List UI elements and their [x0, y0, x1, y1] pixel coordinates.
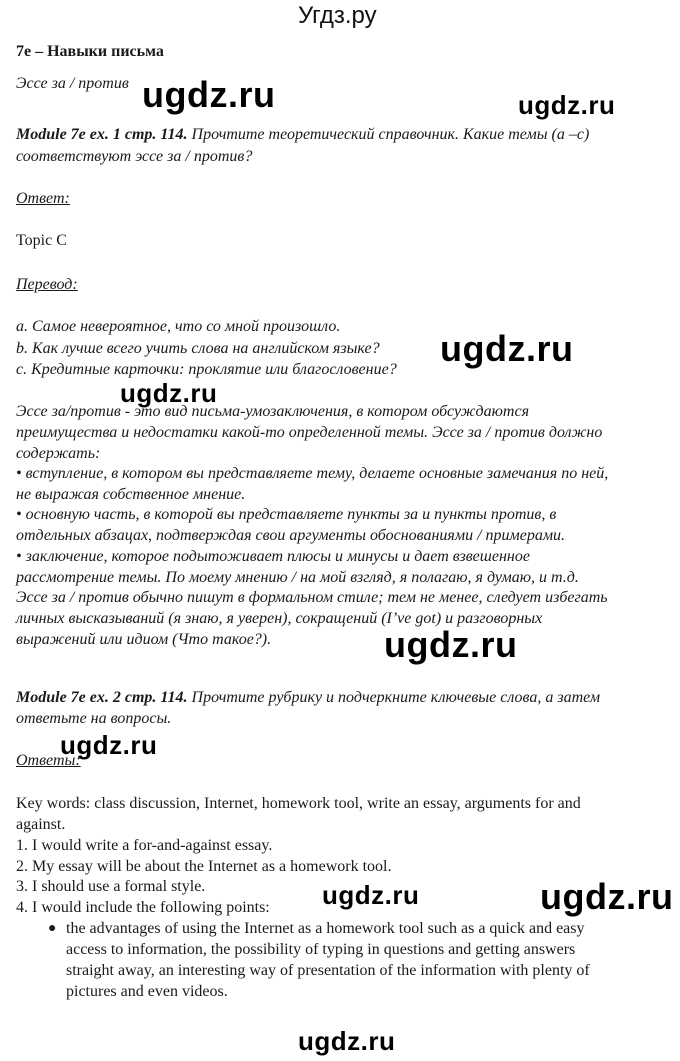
translation-line: Эссе за/против - это вид письма-умозаключения, в котором обсуждаются: [16, 403, 529, 420]
translation-line: • вступление, в котором вы представляете тему, делаете основные замечания по ней,: [16, 465, 609, 482]
subtitle: Эссе за / против: [16, 75, 129, 92]
watermark: ugdz.ru: [120, 378, 218, 408]
translation-line: • основную часть, в которой вы представляете пункты за и пункты против, в: [16, 506, 557, 523]
watermark: ugdz.ru: [440, 328, 574, 369]
watermark: ugdz.ru: [540, 876, 674, 917]
watermark: ugdz.ru: [60, 730, 158, 760]
answers-line: against.: [16, 816, 66, 833]
translation-line: a. Самое невероятное, что со мной произошло.: [16, 318, 341, 335]
answers-line: 4. I would include the following points:: [16, 899, 270, 916]
exercise-2-task: [16, 689, 600, 707]
bullet-line: the advantages of using the Internet as a homework tool such as a quick and easy: [66, 920, 585, 937]
answers-line: Key words: class discussion, Internet, homework tool, write an essay, arguments for and: [16, 795, 581, 812]
translation-line: Эссе за / против обычно пишут в формальном стиле; тем не менее, следует избегать: [16, 589, 608, 606]
watermark: ugdz.ru: [142, 74, 276, 115]
section-heading: 7e – Навыки письма: [16, 43, 164, 60]
watermark: ugdz.ru: [322, 880, 420, 910]
translation-line: не выражая собственное мнение.: [16, 486, 246, 503]
bullet-line: straight away, an interesting way of presentation of the information with plenty of: [66, 962, 590, 979]
translation-label: Перевод:: [16, 276, 78, 293]
exercise-1-ref: Module 7e ex. 1 стр. 114.: [16, 126, 188, 143]
site-title: Угдз.ру: [298, 2, 377, 29]
exercise-1-task-line2: соответствуют эссе за / против?: [16, 148, 253, 165]
translation-line: личных высказываний (я знаю, я уверен), сокращений (I’ve got) и разговорных: [16, 610, 543, 627]
translation-line: c. Кредитные карточки: проклятие или благословение?: [16, 361, 397, 378]
watermark: ugdz.ru: [518, 90, 616, 120]
answers-line: 2. My essay will be about the Internet as a homework tool.: [16, 858, 392, 875]
bullet-line: pictures and even videos.: [66, 983, 228, 1000]
watermark: ugdz.ru: [298, 1026, 396, 1056]
exercise-2-ref: Module 7e ex. 2 стр. 114.: [16, 689, 188, 706]
answers-label: Ответы:: [16, 752, 81, 769]
translation-line: выражений или идиом (Что такое?).: [16, 631, 272, 648]
translation-line: содержать:: [16, 445, 101, 462]
answer-text: Topic C: [16, 232, 67, 249]
translation-line: отдельных абзацах, подтверждая свои аргументы обоснованиями / примерами.: [16, 527, 566, 544]
exercise-2-task-line2: ответьте на вопросы.: [16, 710, 172, 727]
bullet-line: access to information, the possibility of typing in questions and getting answers: [66, 941, 576, 958]
translation-line: b. Как лучше всего учить слова на английском языке?: [16, 340, 380, 357]
answers-line: 3. I should use a formal style.: [16, 878, 206, 895]
exercise-1-task-line1: Прочтите теоретический справочник. Какие темы (a –c): [187, 126, 590, 143]
exercise-1-task: [16, 126, 589, 144]
translation-line: рассмотрение темы. По моему мнению / на мой взгляд, я полагаю, я думаю, и т.д.: [16, 569, 579, 586]
watermark: ugdz.ru: [384, 624, 518, 665]
answer-label: Ответ:: [16, 190, 70, 207]
translation-line: • заключение, которое подытоживает плюсы и минусы и дает взвешенное: [16, 548, 530, 565]
answers-line: 1. I would write a for-and-against essay.: [16, 837, 273, 854]
translation-line: преимущества и недостатки какой-то определенной темы. Эссе за / против должно: [16, 424, 603, 441]
exercise-2-task-line1: Прочтите рубрику и подчеркните ключевые слова, а затем: [187, 689, 601, 706]
bullet-icon: ●: [48, 921, 57, 936]
